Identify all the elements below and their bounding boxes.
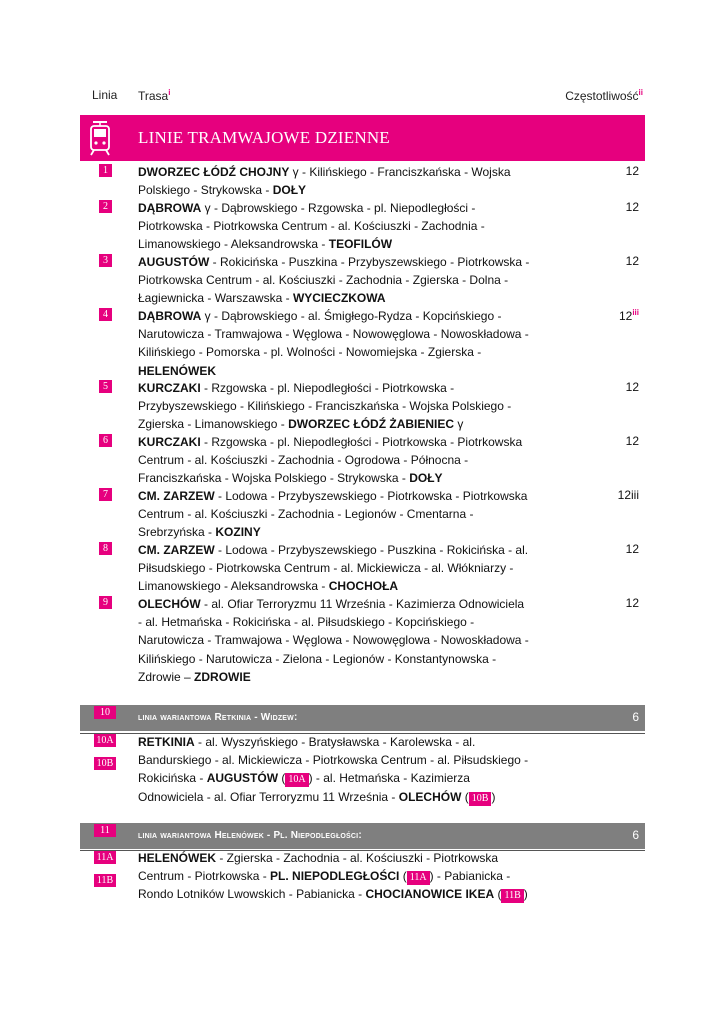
line-frequency [599, 434, 639, 448]
route-segment: ) - al. Hetmańska - Kazimierza Odnowiciela - al. Ofiar Terroryzmu 11 Września - [138, 771, 470, 804]
line-frequency [599, 542, 639, 556]
route-segment: - Rzgowska - pl. Niepodległości - Piotrkowska - Piotrkowska Centrum - al. Kościuszki - Zachodnia - Ogrodowa - Północna - Franciszkańska - Wojska Polskiego - Strykowska - [138, 435, 523, 486]
stop-terminus: DĄBROWA [138, 201, 202, 215]
line-frequency [599, 308, 639, 323]
frequency-value: 12 [625, 254, 639, 268]
variant-title: linia wariantowa Retkinia - Widzew: [138, 712, 298, 723]
route-segment: γ - Kilińskiego - Franciszkańska - Wojska Polskiego - Strykowska - [138, 165, 511, 198]
line-badge: 5 [99, 380, 112, 393]
stop-terminus: HELENÓWEK [138, 851, 216, 865]
section-banner [80, 115, 645, 161]
stop-terminus: CHOCIANOWICE IKEA [365, 887, 495, 902]
variant-bar-11 [80, 823, 645, 849]
variant-frequency: 6 [632, 710, 639, 724]
line-frequency [599, 596, 639, 610]
route-text [138, 541, 530, 596]
variant-badge: 10B [469, 792, 492, 806]
variant-title: linia wariantowa Helenówek - Pl. Niepodległości: [138, 830, 362, 841]
stop-terminus: CM. ZARZEW [138, 543, 215, 557]
stop-terminus: WYCIECZKOWA [292, 291, 386, 306]
stop-terminus: OLECHÓW [138, 597, 201, 611]
line-badge: 8 [99, 542, 112, 555]
variant-badge: 11A [407, 871, 430, 885]
header-trasa: Trasa$^i$ [138, 88, 171, 103]
stop-terminus: PL. NIEPODLEGŁOŚCI [270, 869, 400, 884]
line-frequency [599, 200, 639, 214]
line-badge: 4 [99, 308, 112, 321]
variant-badge: 11B [501, 889, 523, 903]
route-segment: - Rzgowska - pl. Niepodległości - Piotrkowska - Przybyszewskiego - Kilińskiego - Franciszkańska - Wojska Polskiego - Zgierska - Limanowskiego - [138, 381, 512, 432]
stop-terminus: KOZINY [215, 525, 261, 540]
route-segment: γ - Dąbrowskiego - Rzgowska - pl. Niepodległości - Piotrkowska - Piotrkowska Centrum - al. Kościuszki - Zachodnia - Limanowskiego - Aleksandrowska - [138, 201, 485, 252]
route-segment: - al. Ofiar Terroryzmu 11 Września - Kazimierza Odnowiciela - al. Hetmańska - Rokicińska - al. Piłsudskiego - Kopcińskiego - Narutowicza - Tramwajowa - Węglowa - Nowowęglowa - Nowoskładowa - Kilińskiego - Narutowicza - Zielona - Legionów - Konstantynowska - Zdrowie – [138, 597, 529, 684]
line-badge: 2 [99, 200, 112, 213]
route-segment: - Zgierska - Zachodnia - al. Kościuszki - Piotrkowska Centrum - Piotrkowska - [138, 851, 499, 884]
variant-frequency: 6 [632, 828, 639, 842]
line-badge: 7 [99, 488, 112, 501]
route-segment: ) [491, 789, 496, 804]
stop-terminus: DOŁY [272, 183, 307, 198]
route-text [138, 199, 530, 254]
route-segment: - al. Wyszyńskiego - Bratysławska - Karolewska - al. Bandurskiego - al. Mickiewicza - Piotrkowska Centrum - al. Piłsudskiego - Rokicińska - [138, 735, 529, 786]
stop-terminus: AUGUSTÓW [206, 771, 279, 786]
route-text [138, 595, 530, 686]
footnote-ref: ii [638, 88, 643, 97]
route-segment: - Rokicińska - Puszkina - Przybyszewskiego - Piotrkowska - Piotrkowska Centrum - al. Kościuszki - Zachodnia - Zgierska - Dolna - Łagiewnicka - Warszawska - [138, 255, 530, 306]
line-badge: 6 [99, 434, 112, 447]
stop-terminus: DĄBROWA [138, 309, 202, 323]
route-segment: - Lodowa - Przybyszewskiego - Puszkina - Rokicińska - al. Piłsudskiego - Piotrkowska Centrum - al. Mickiewicza - al. Włókniarzy - Limanowskiego - Aleksandrowska - [138, 543, 529, 594]
stop-terminus: CM. ZARZEW [138, 489, 215, 503]
route-text [138, 307, 530, 380]
stop-terminus: AUGUSTÓW [138, 255, 210, 269]
route-segment: ( [461, 789, 469, 804]
line-badge: 11 [94, 824, 116, 837]
line-badge: 10 [94, 706, 116, 719]
tram-icon [80, 115, 120, 161]
line-badge: 10A [94, 734, 116, 747]
route-segment: ) [523, 887, 528, 902]
stop-terminus: OLECHÓW [398, 789, 462, 804]
route-text [138, 163, 530, 199]
section-title: LINIE TRAMWAJOWE DZIENNE [138, 128, 390, 147]
line-badge: 1 [99, 164, 112, 177]
stop-terminus: DWORZEC ŁÓDŹ ŻABIENIEC [288, 417, 455, 432]
route-segment: γ - Dąbrowskiego - al. Śmigłego-Rydza - Kopcińskiego - Narutowicza - Tramwajowa - Węglowa - Nowowęglowa - Nowoskładowa - Kilińskiego - Pomorska - pl. Wolności - Nowomiejska - Zgierska - [138, 309, 529, 360]
route-segment: γ [454, 417, 464, 432]
route-text [138, 379, 530, 434]
line-frequency [599, 254, 639, 268]
route-text [138, 849, 533, 904]
variant-badge: 10A [285, 773, 308, 787]
route-text [138, 253, 530, 308]
line-badge: 11B [94, 874, 116, 887]
frequency-value: 12 [625, 380, 639, 394]
frequency-value: 12 [625, 200, 639, 214]
header-linia: Linia [92, 88, 118, 102]
route-segment: - Lodowa - Przybyszewskiego - Piotrkowska - Piotrkowska Centrum - al. Kościuszki - Zachodnia - Legionów - Cmentarna - Srebrzyńska - [138, 489, 528, 540]
route-segment: ( [278, 771, 286, 786]
frequency-value: 12 [618, 309, 633, 323]
frequency-value: 12 [625, 434, 639, 448]
stop-terminus: TEOFILÓW [328, 237, 393, 252]
line-badge: 9 [99, 596, 112, 609]
line-frequency [599, 488, 639, 502]
header-frequency: Częstotliwość$^{ii}$ [565, 88, 643, 103]
line-badge: 3 [99, 254, 112, 267]
line-frequency [599, 380, 639, 394]
route-text [138, 487, 530, 542]
line-badge: 11A [94, 851, 116, 864]
route-text [138, 433, 530, 488]
frequency-value: 12 [625, 542, 639, 556]
stop-terminus: KURCZAKI [138, 381, 201, 395]
frequency-value: 12 [625, 164, 639, 178]
route-text [138, 733, 533, 806]
stop-terminus: ZDROWIE [194, 669, 251, 684]
stop-terminus: HELENÓWEK [138, 363, 216, 378]
stop-terminus: DOŁY [409, 471, 443, 486]
route-segment: ( [494, 887, 502, 902]
stop-terminus: CHOCHOŁA [328, 579, 399, 594]
stop-terminus: KURCZAKI [138, 435, 201, 449]
footnote-ref: i [168, 88, 171, 97]
footnote-ref: iii [632, 308, 639, 317]
route-segment: ( [399, 869, 407, 884]
variant-bar-10 [80, 705, 645, 731]
route-segment: ) - Pabianicka - Rondo Lotników Lwowskich - Pabianicka - [138, 869, 511, 902]
frequency-value: 12 [625, 596, 639, 610]
line-badge: 10B [94, 757, 116, 770]
line-frequency [599, 164, 639, 178]
stop-terminus: RETKINIA [138, 735, 195, 749]
frequency-value: 12iii [617, 488, 639, 502]
stop-terminus: DWORZEC ŁÓDŹ CHOJNY [138, 165, 290, 179]
